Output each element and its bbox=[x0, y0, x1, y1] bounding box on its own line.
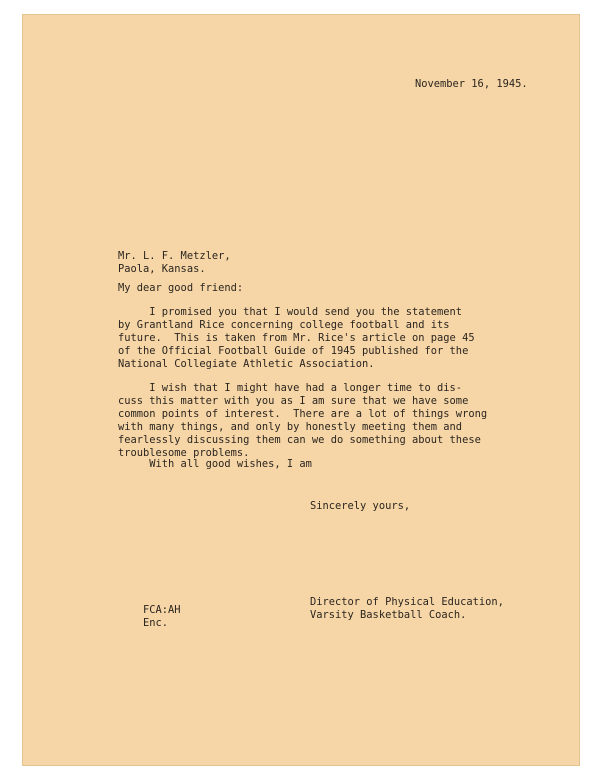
salutation: My dear good friend: bbox=[118, 282, 244, 294]
paragraph-line: future. This is taken from Mr. Rice's article on page 45 bbox=[118, 332, 475, 344]
paragraph-line: common points of interest. There are a lot of things wrong bbox=[118, 408, 488, 420]
paragraph-line: of the Official Football Guide of 1945 published for the bbox=[118, 345, 469, 357]
paragraph-line: I promised you that I would send you the statement bbox=[118, 306, 463, 318]
typist-initials: FCA:AH bbox=[143, 604, 181, 616]
letter-page bbox=[22, 14, 580, 766]
complimentary-closing: Sincerely yours, bbox=[310, 500, 411, 512]
body-paragraph-3: With all good wishes, I am bbox=[118, 458, 312, 470]
title-line-2: Varsity Basketball Coach. bbox=[310, 609, 467, 621]
paragraph-line: fearlessly discussing them can we do something about these bbox=[118, 434, 481, 446]
paragraph-line: I wish that I might have had a longer time to dis- bbox=[118, 382, 463, 394]
recipient-name: Mr. L. F. Metzler, bbox=[118, 250, 231, 262]
recipient-address bbox=[118, 250, 231, 276]
paragraph-line: with many things, and only by honestly meeting them and bbox=[118, 421, 463, 433]
signature-title bbox=[310, 596, 504, 622]
recipient-location: Paola, Kansas. bbox=[118, 263, 206, 275]
paragraph-line: troublesome problems. bbox=[118, 447, 250, 459]
paragraph-line: cuss this matter with you as I am sure that we have some bbox=[118, 395, 469, 407]
paragraph-line: National Collegiate Athletic Association. bbox=[118, 358, 375, 370]
letter-date: November 16, 1945. bbox=[415, 78, 528, 90]
enclosure-note: Enc. bbox=[143, 617, 169, 629]
paragraph-line: by Grantland Rice concerning college football and its bbox=[118, 319, 450, 331]
title-line-1: Director of Physical Education, bbox=[310, 596, 504, 608]
reference-initials bbox=[143, 604, 181, 630]
body-paragraph-1 bbox=[118, 306, 475, 371]
body-paragraph-2 bbox=[118, 382, 487, 460]
